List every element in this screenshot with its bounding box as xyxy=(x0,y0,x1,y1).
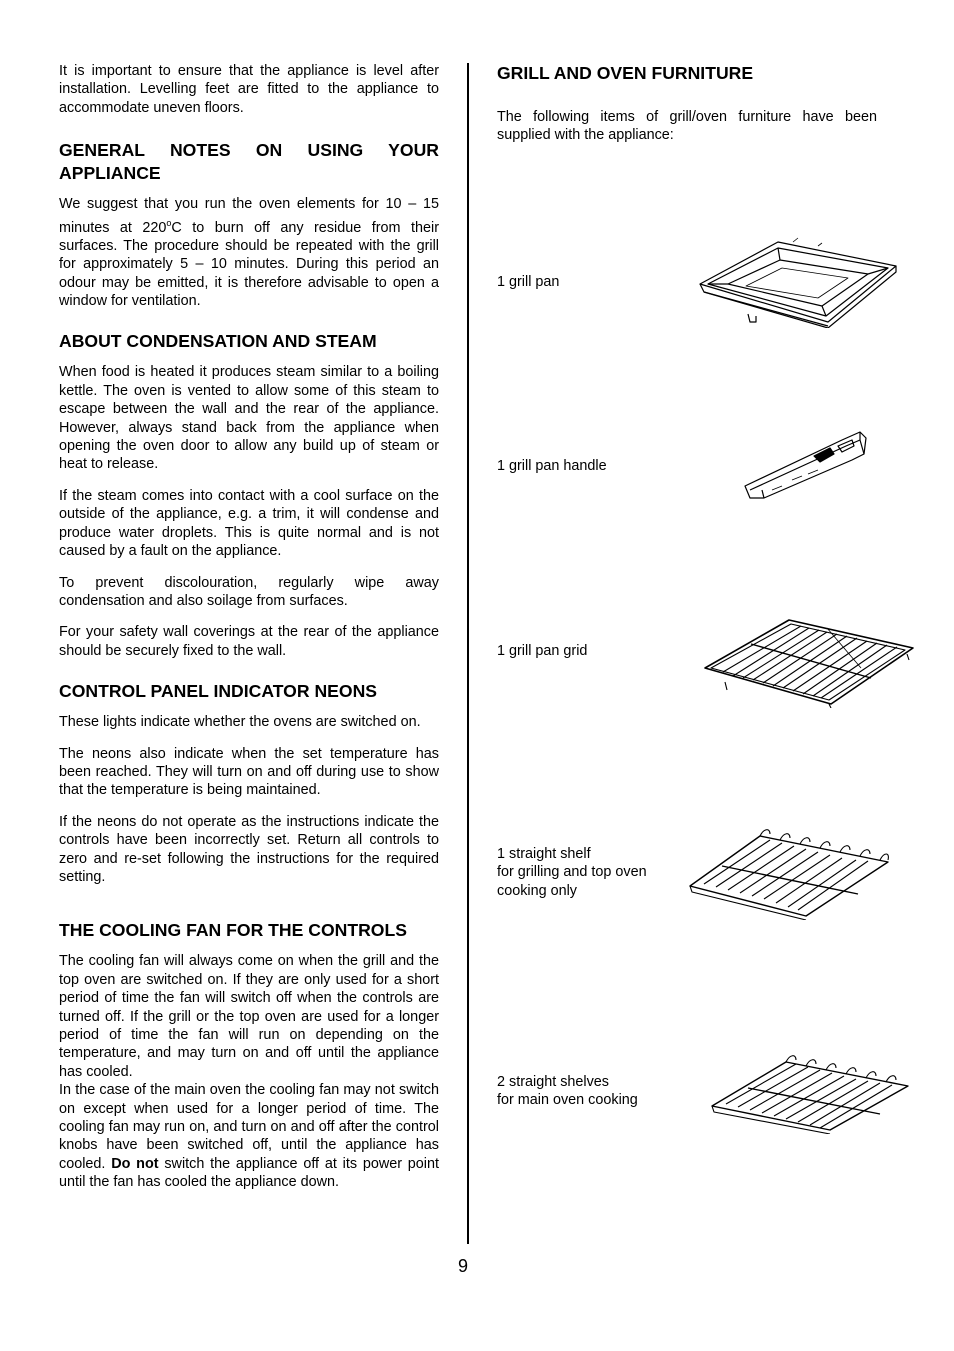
do-not-emphasis: Do not xyxy=(111,1155,159,1172)
straight-shelf-icon xyxy=(688,826,892,920)
cooling-fan-text-post: switch the appliance off at its power point until the fan has cooled the appliance down. xyxy=(59,1155,440,1191)
neons-paragraph-2: The neons also indicate when the set temperature has been reached. They will turn on and off during use to show that the temperature is being maintained. xyxy=(59,745,439,799)
cooling-fan-paragraph-1: The cooling fan will always come on when the grill and the top oven are switched on. If they are only used for a short period of time the fan will switch off when the controls are turned off. If the grill or the top oven are used for a longer period of time the fan will run on depending on the temperature, and may turn on and off until the appliance has cooled. xyxy=(59,953,439,1080)
furniture-intro: The following items of grill/oven furniture have been supplied with the appliance: xyxy=(497,109,877,144)
levelling-paragraph: It is important to ensure that the appliance is level after installation. Levelling feet are fitted to the appliance to accommodate uneven floors. xyxy=(59,63,439,116)
cooling-fan-heading: THE COOLING FAN FOR THE CONTROLS xyxy=(59,920,407,941)
item-straight-shelves-line-2: for main oven cooking xyxy=(497,1092,638,1109)
neons-paragraph-3: If the neons do not operate as the instructions indicate the controls have been incorrectly set. Return all controls to zero and re-set following the instructions for the required setting. xyxy=(59,813,439,885)
item-grill-pan-handle-line-1: 1 grill pan handle xyxy=(497,458,607,474)
straight-shelves-icon xyxy=(708,1050,914,1134)
grill-pan-icon xyxy=(698,236,900,328)
condensation-paragraph-4: For your safety wall coverings at the rear of the appliance should be securely fixed to the wall. xyxy=(59,624,439,659)
grill-pan-grid-icon xyxy=(701,616,917,708)
general-notes-text-pre: We suggest that you run the oven elements for 10 – 15 minutes at 220 xyxy=(59,196,439,236)
item-straight-shelf-line-3: cooking only xyxy=(497,882,577,899)
condensation-paragraph-1: When food is heated it produces steam similar to a boiling kettle. The oven is vented to allow some of this steam to escape between the wall and the rear of the appliance. However, always stand back from the appliance when opening the oven door to allow any build up of steam or heat to release. xyxy=(59,364,439,473)
general-notes-heading xyxy=(59,139,439,185)
item-grill-pan-handle-label xyxy=(497,457,607,475)
item-straight-shelves-label xyxy=(497,1073,638,1110)
general-notes-heading-line1: GENERAL NOTES ON USING YOUR xyxy=(59,140,439,161)
page-number: 9 xyxy=(458,1256,469,1276)
general-notes-text-post: C to burn off any residue from their surfaces. The procedure should be repeated with the grill for approximately 5 – 10 minutes. During this period an odour may be emitted, it is therefore advisable to open a window for ventilation. xyxy=(59,219,439,310)
condensation-heading: ABOUT CONDENSATION AND STEAM xyxy=(59,331,377,352)
right-column xyxy=(497,62,897,85)
neons-paragraph-1: These lights indicate whether the ovens are switched on. xyxy=(59,714,421,731)
grill-pan-handle-icon xyxy=(742,428,868,502)
column-divider xyxy=(467,63,469,1244)
item-straight-shelf-line-1: 1 straight shelf xyxy=(497,846,591,862)
general-notes-paragraph xyxy=(59,195,439,310)
cooling-fan-paragraph-2 xyxy=(59,1081,439,1191)
item-straight-shelf-label xyxy=(497,845,647,900)
neons-heading: CONTROL PANEL INDICATOR NEONS xyxy=(59,681,378,702)
item-straight-shelf-line-2: for grilling and top oven xyxy=(497,864,647,881)
item-straight-shelves-line-1: 2 straight shelves xyxy=(497,1074,609,1090)
furniture-heading: GRILL AND OVEN FURNITURE xyxy=(497,63,754,83)
cooling-fan-text-pre: In the case of the main oven the cooling fan may not switch on except when used for a longer period of time. The cooling fan may run on, and turn on and off after the control knobs have been switched off, until the appliance has cooled. xyxy=(59,1082,439,1172)
item-grill-pan-grid-label xyxy=(497,642,587,660)
general-notes-heading-line2: APPLIANCE xyxy=(59,163,161,184)
condensation-paragraph-2: If the steam comes into contact with a cool surface on the outside of the appliance, e.g. a trim, it will condense and produce water droplets. This is quite normal and is not caused by a fault on the appliance. xyxy=(59,487,439,560)
item-grill-pan-line-1: 1 grill pan xyxy=(497,274,560,290)
item-grill-pan-label xyxy=(497,273,559,291)
left-column xyxy=(59,62,439,1192)
degree-superscript: o xyxy=(166,217,172,228)
condensation-paragraph-3: To prevent discolouration, regularly wipe away condensation and also soilage from surfaces. xyxy=(59,574,439,609)
item-grill-pan-grid-line-1: 1 grill pan grid xyxy=(497,643,588,659)
